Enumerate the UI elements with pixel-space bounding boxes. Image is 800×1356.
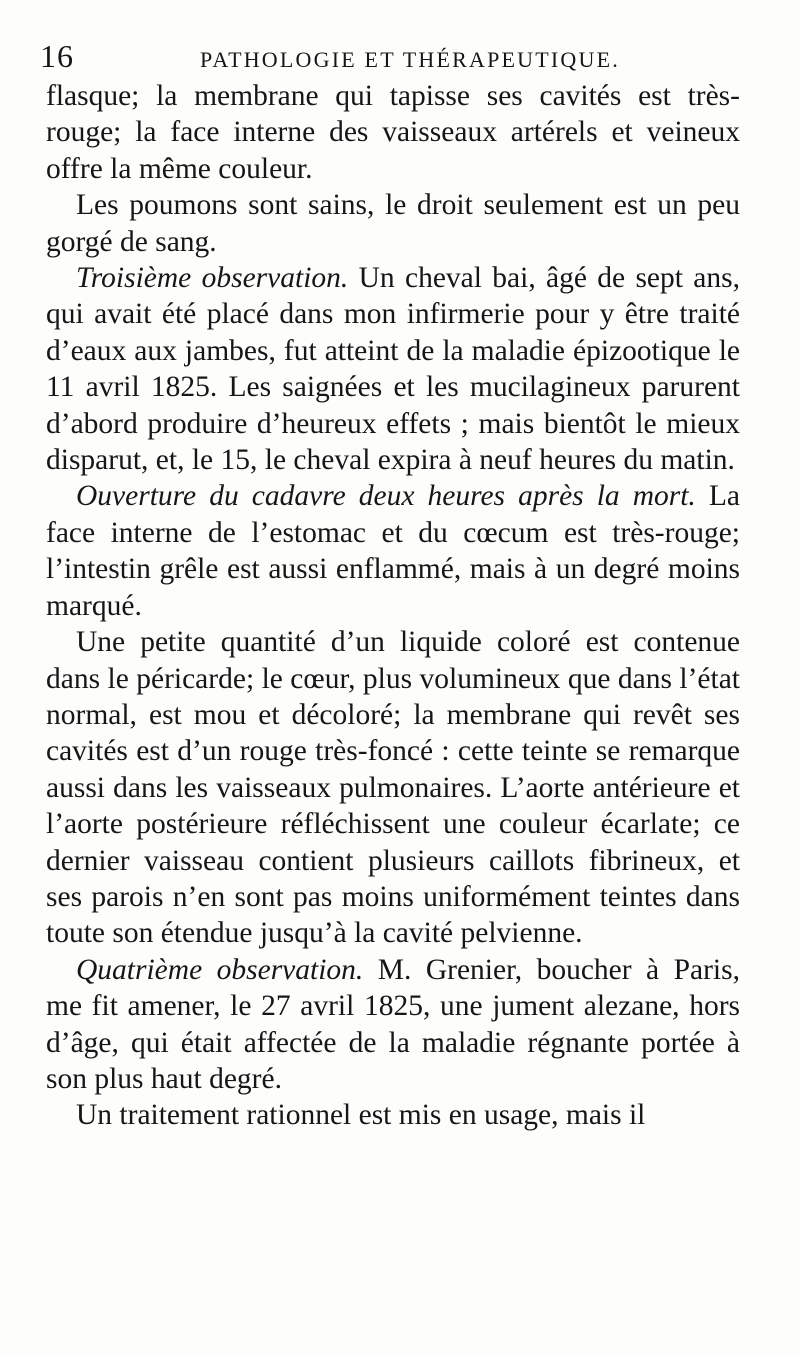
- paragraph-text: M. Grenier, boucher à Paris, me fit amener, le 27 avril 1825, une jument alezane, hors d’âge, qui était affectée de la maladie régnante portée à son plus haut degré.: [46, 953, 740, 1095]
- paragraph-pericardium: [46, 624, 740, 952]
- section-heading: Quatrième observation.: [76, 953, 364, 986]
- paragraph-autopsy: [46, 478, 740, 624]
- section-heading: Ouverture du cadavre deux heures après la mort.: [76, 480, 696, 513]
- page-header: [40, 38, 760, 78]
- paragraph-text: Une petite quantité d’un liquide coloré est contenue dans le péricarde; le cœur, plus volumineux que dans l’état normal, est mou et décoloré; la membrane qui revêt ses cavités est d’un rouge très-foncé : cette teinte se remarque aussi dans les vaisseaux pulmonaires. L’aorte antérieure et l’aorte postérieure réfléchissent une couleur écarlate; ce dernier vaisseau contient plusieurs caillots fibrineux, et ses parois n’en sont pas moins uniformément teintes dans toute son étendue jusqu’à la cavité pelvienne.: [46, 626, 740, 950]
- paragraph-text: flasque; la membrane qui tapisse ses cavités est très-rouge; la face interne des vaisseaux artérels et veineux offre la même couleur.: [46, 80, 740, 185]
- paragraph-fourth-observation: [46, 952, 740, 1098]
- paragraph-text: La face interne de l’estomac et du cœcum est très-rouge; l’intestin grêle est aussi enflammé, mais à un degré moins marqué.: [46, 480, 740, 622]
- paragraph-third-observation: [46, 260, 740, 478]
- body-text: [46, 78, 740, 1134]
- running-title: PATHOLOGIE ET THÉRAPEUTIQUE.: [200, 47, 620, 72]
- paragraph-continuation: [46, 78, 740, 187]
- paragraph-treatment: [46, 1097, 740, 1133]
- section-heading: Troisième observation.: [76, 262, 349, 295]
- paragraph-text: Un traitement rationnel est mis en usage, mais il: [76, 1099, 646, 1132]
- paragraph-lungs: [46, 187, 740, 260]
- paragraph-text: Les poumons sont sains, le droit seulement est un peu gorgé de sang.: [46, 189, 740, 258]
- page-number: 16: [40, 38, 74, 74]
- paragraph-text: Un cheval bai, âgé de sept ans, qui avait été placé dans mon infirmerie pour y être traité d’eaux aux jambes, fut atteint de la maladie épizootique le 11 avril 1825. Les saignées et les mucilagineux parurent d’abord produire d’heureux effets ; mais bientôt le mieux disparut, et, le 15, le cheval expira à neuf heures du matin.: [46, 262, 740, 477]
